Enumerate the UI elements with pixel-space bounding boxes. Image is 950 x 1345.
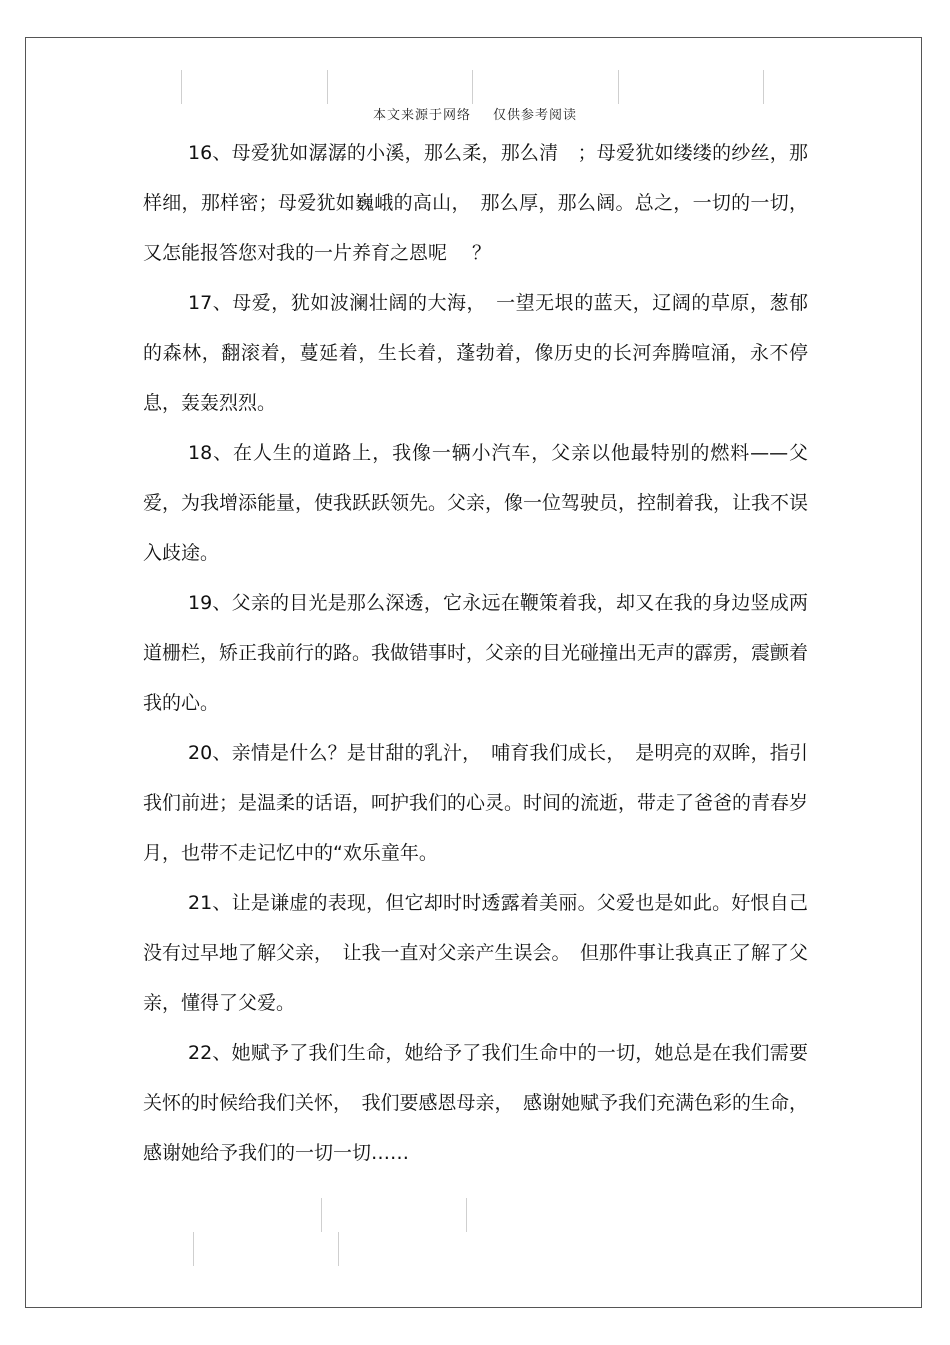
top-divider-line <box>472 70 473 104</box>
bottom-divider-line <box>466 1198 467 1232</box>
paragraph-20: 20、亲情是什么？是甘甜的乳汁， 哺育我们成长， 是明亮的双眸，指引我们前进；是温柔的话语，呵护我们的心灵。时间的流逝，带走了爸爸的青春岁月，也带不走记忆中的“欢乐童年。 <box>143 742 809 864</box>
top-divider-line <box>618 70 619 104</box>
paragraph-22: 22、她赋予了我们生命，她给予了我们生命中的一切，她总是在我们需要关怀的时候给我们关怀， 我们要感恩母亲， 感谢她赋予我们充满色彩的生命，感谢她给予我们的一切一切…… <box>143 1042 809 1164</box>
paragraph-19: 19、父亲的目光是那么深透，它永远在鞭策着我，却又在我的身边竖成两道栅栏，矫正我前行的路。我做错事时，父亲的目光碰撞出无声的霹雳，震颤着我的心。 <box>143 592 809 714</box>
page-header-note <box>0 104 950 123</box>
paragraph-21: 21、让是谦虚的表现，但它却时时透露着美丽。父爱也是如此。好恨自己没有过早地了解父亲， 让我一直对父亲产生误会。 但那件事让我真正了解了父亲，懂得了父爱。 <box>143 892 809 1014</box>
paragraph-18: 18、在人生的道路上，我像一辆小汽车，父亲以他最特别的燃料——父爱，为我增添能量，使我跃跃领先。父亲，像一位驾驶员，控制着我，让我不误入歧途。 <box>143 442 809 564</box>
document-body <box>143 128 808 1178</box>
paragraph-16: 16、母爱犹如潺潺的小溪，那么柔，那么清 ；母爱犹如缕缕的纱丝，那样细，那样密；母爱犹如巍峨的高山， 那么厚，那么阔。总之，一切的一切，又怎能报答您对我的一片养育之恩呢 ？ <box>143 142 808 264</box>
source-note: 本文来源于网络 <box>372 108 471 123</box>
bottom-divider-line <box>338 1232 339 1266</box>
paragraph-17: 17、母爱，犹如波澜壮阔的大海， 一望无垠的蓝天，辽阔的草原，葱郁的森林，翻滚着，蔓延着，生长着，蓬勃着，像历史的长河奔腾喧涌，永不停息，轰轰烈烈。 <box>143 292 808 414</box>
reference-note: 仅供参考阅读 <box>493 108 578 123</box>
top-divider-line <box>763 70 764 104</box>
bottom-divider-line <box>321 1198 322 1232</box>
bottom-divider-line <box>193 1232 194 1266</box>
top-divider-line <box>327 70 328 104</box>
top-divider-line <box>181 70 182 104</box>
